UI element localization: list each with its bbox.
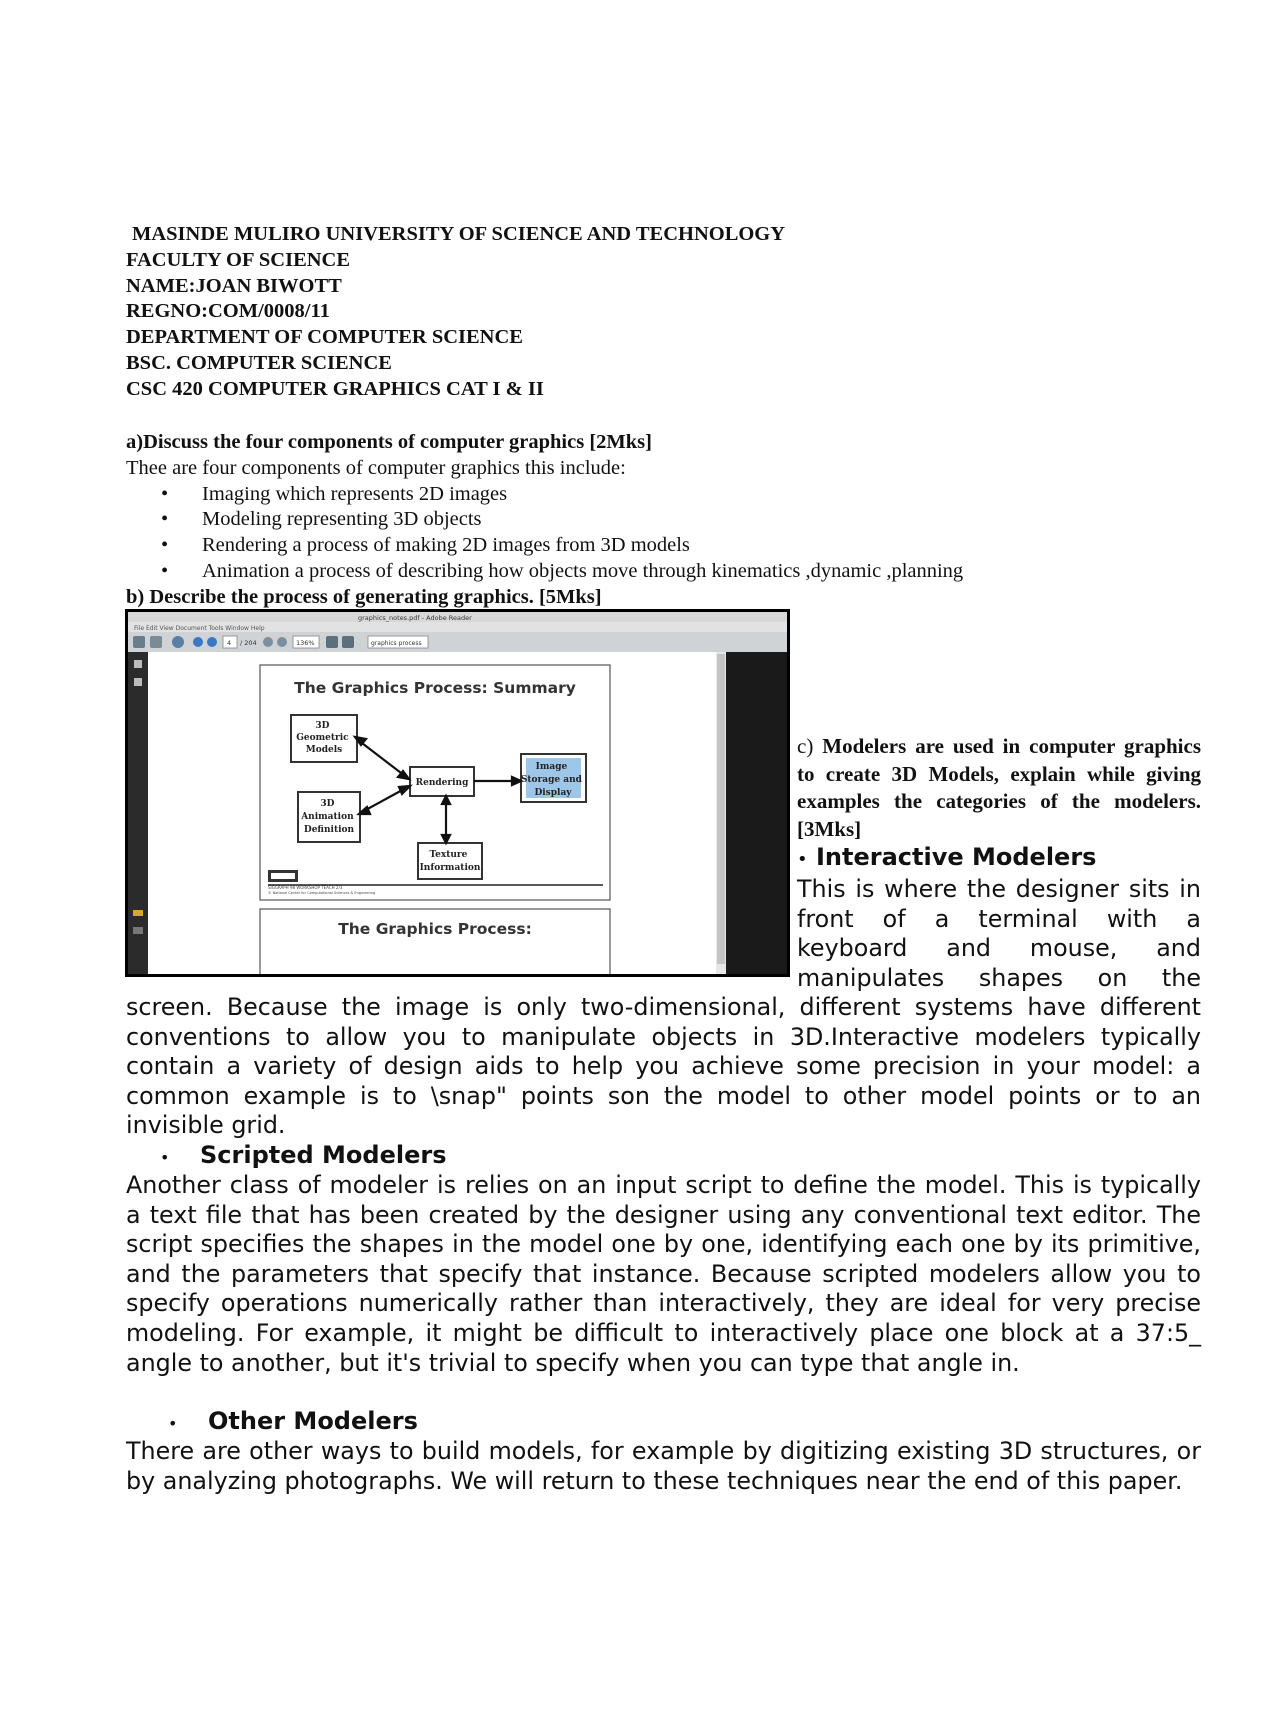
image-storage-label: Image Storage and Display [520,762,582,798]
question-c-side [797,733,1201,993]
other-modelers-text: There are other ways to build models, for example by digitizing existing 3D structures, or by analyzing photographs. We will return to these techniques near the end of this paper. [126,1437,1201,1495]
question-a-intro: Thee are four components of computer graphics this include: [126,456,626,479]
zoom-in-icon [277,637,287,647]
rendering-label: Rendering [415,778,469,788]
other-heading-text: Other Modelers [208,1407,418,1435]
slide-logo-inner [271,873,295,879]
interactive-modelers-text: screen. Because the image is only two-dimensional, different systems have different conventions to allow you to manipulate objects in 3D.Interactive modelers typically contain a variety of design aids to help you achieve some precision in your model: a common example is to \snap" points son the model to other model points or to an invisible grid. [126,993,1201,1140]
slide-title: The Graphics Process: Summary [294,679,576,697]
list-item: • Modeling representing 3D objects [126,507,963,533]
unit-line: CSC 420 COMPUTER GRAPHICS CAT I & II [126,377,544,400]
animation-definition-label: 3D Animation Definition [301,799,355,835]
zoom-level: 136% [296,639,315,647]
list-item: • Animation a process of describing how objects move through kinematics ,dynamic ,planning [126,559,963,585]
department-line: DEPARTMENT OF COMPUTER SCIENCE [126,326,523,349]
scripted-modelers-text: Another class of modeler is relies on an input script to define the model. This is typically a text file that has been created by the designer using any conventional text editor. The script specifies the shapes in the model one by one, identifying each one by its primitive, and the parameters that specify that instance. Because scripted modelers allow you to specify operations numerically rather than interactively, they are ideal for very precise modeling. For example, it might be difficult to interactively place one block at a 37:5_ angle to another, but it's trivial to specify when you can type that angle in. [126,1171,1201,1377]
slide-footer-line-2: © National Center for Computational Sciences & Engineering [268,891,376,895]
slide-footer-line-1: SIGGRAPH 98 WORKSHOP TEACH 2/3 [268,885,343,890]
left-panel [128,652,148,974]
course-line: BSC. COMPUTER SCIENCE [126,351,392,374]
document-header [126,222,785,403]
figure-screenshot [128,612,787,974]
question-c-text: Modelers are used in computer graphics to create 3D Models, explain while giving examples the categories of the modelers. [3Mks] [797,734,1202,841]
bullet-icon: • [160,1148,170,1167]
texture-information-label: Texture Information [419,850,481,873]
menu-items: File Edit View Document Tools Window Help [134,625,265,632]
interactive-modelers-side-text: This is where the designer sits in front of a terminal with a keyboard and mouse, and manipulates shapes on the [797,874,1201,992]
pages-panel-icon [134,660,142,668]
attachments-panel-icon [134,678,142,686]
window-title: graphics_notes.pdf - Adobe Reader [358,614,472,622]
next-slide-page [260,909,610,974]
prev-page-icon [193,637,203,647]
toolbar-icons [133,636,428,648]
question-b-title: b) Describe the process of generating graphics. [5Mks] [126,585,602,608]
fit-width-icon [342,636,354,648]
print-icon [133,636,145,648]
list-item: • Rendering a process of making 2D images from 3D models [126,533,963,559]
comment-icon [133,910,143,916]
bullet-icon: • [168,1414,178,1433]
question-c-title [797,733,1201,843]
university-name: MASINDE MULIRO UNIVERSITY OF SCIENCE AND TECHNOLOGY [132,223,786,245]
search-text: graphics process [371,640,422,647]
other-modelers-heading [168,1407,418,1439]
texture-information-box [418,843,482,879]
page-input: 4 [227,639,232,647]
scripted-modelers-heading [160,1141,447,1173]
question-c-label: c) [797,734,814,758]
student-name: NAME:JOAN BIWOTT [126,274,342,297]
zoom-out-icon [263,637,273,647]
email-icon [150,636,162,648]
interactive-heading-text: Interactive Modelers [815,843,1097,872]
hand-tool-icon [172,636,184,648]
interactive-modelers-heading [797,843,1201,875]
scrollbar-thumb [717,654,725,964]
faculty-line: FACULTY OF SCIENCE [126,248,351,271]
list-item: • Imaging which represents 2D images [126,482,963,508]
registration-number: REGNO:COM/0008/11 [126,300,330,323]
question-a-title: a)Discuss the four components of computer graphics [2Mks] [126,431,652,453]
geometric-models-label: 3D Geometric Models [296,721,349,755]
scripted-heading-text: Scripted Modelers [200,1141,447,1169]
next-page-icon [207,637,217,647]
bullet-icon: • [797,849,808,871]
page-total: / 204 [240,639,257,647]
graphics-process-figure [125,609,790,977]
next-slide-title: The Graphics Process: [338,920,532,938]
components-list [126,482,963,585]
signature-icon [133,927,143,934]
figure-right-border [726,652,787,974]
fit-page-icon [326,636,338,648]
question-a-section [126,430,963,611]
